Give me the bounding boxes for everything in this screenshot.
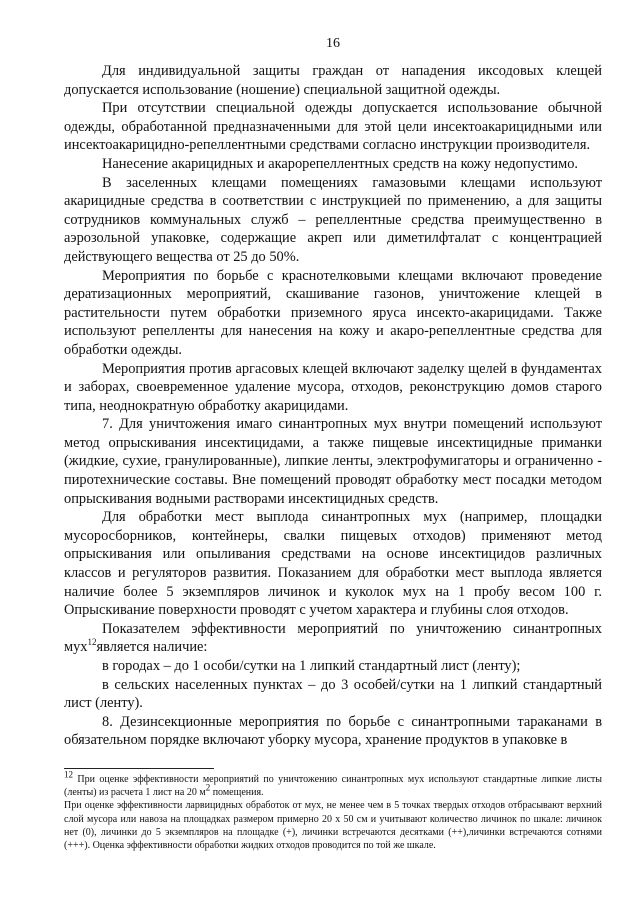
paragraph: 8. Дезинсекционные мероприятия по борьбе с синантропными тараканами в обязательном порядке включают уборку мусора, хранение продуктов в упаковке в [64,713,602,749]
paragraph: Мероприятия против аргасовых клещей включают заделку щелей в фундаментах и заборах, своевременное удаление мусора, отходов, реконструкцию домов старого типа, неоднократную обработку акарицидами. [64,360,602,414]
paragraph: Для обработки мест выплода синантропных мух (например, площадки мусоросборников, контейнеры, свалки пищевых отходов) применяют метод опрыскивания или опыливания средствами на основе инсектицидов различных классов и регуляторов развития. Показанием для обработки мест выплода является наличие более 5 экземпляров личинок и куколок мух на 1 пробу весом 100 г. Опрыскивание поверхности проводят с учетом характера и глубины слоя отходов. [64,509,602,619]
body-text [64,62,602,750]
footnote-divider [64,768,214,769]
indicator-paragraph [64,620,602,657]
paragraph: Для индивидуальной защиты граждан от нападения иксодовых клещей допускается использование (ношение) специальной защитной одежды. [64,63,602,98]
indicator-lead-end: является наличие: [96,639,208,656]
footnote-12: $^{12}$ При оценке эффективности мероприятий по уничтожению синантропных мух используют стандартные липкие листы (ленты) из расчета 1 лист на 20 $м^2$ помещения. [64,769,603,799]
paragraph: 7. Для уничтожения имаго синантропных мух внутри помещений используют метод опрыскивания инсектицидами, а также пищевые инсектицидные приманки (жидкие, сухие, гранулированные), липкие ленты, электрофумигаторы и ограниченно - пиротехнические составы. Вне помещений проводят обработку мест посадки методом опрыскивания водными растворами инсектицидных средств. [64,416,602,507]
footnote-reference: 12 [87,637,97,648]
paragraph: При отсутствии специальной одежды допускается использование обычной одежды, обработанной предназначенными для этой цели инсектоакарицидными или инсектоакарицидно-репеллентными средствами согласно инструкции производителя. [64,100,602,154]
indicator-item-rural: в сельских населенных пунктах – до 3 особей/сутки на 1 липкий стандартный лист (ленту). [64,676,602,712]
footnotes [64,769,603,852]
footnote-larvicide: При оценке эффективности ларвицидных обработок от мух, не менее чем в 5 точках твердых отходов отбрасывают верхний слой мусора или навоза на площадках размером примерно 20 х 50 см и учитывают количество личинок по шкале: личинок нет (0), личинки до 5 экземпляров на площадке (+), личинки встречаются десятками (++),личинки встречаются сотнями (+++). Оценка эффективности обработки жидких отходов проводится по той же шкале. [64,800,602,851]
indicator-item-city: в городах – до 1 особи/сутки на 1 липкий стандартный лист (ленту); [102,658,521,674]
footnote-marker: 12 [64,769,73,780]
paragraph: Нанесение акарицидных и акарорепеллентных средств на кожу недопустимо. [102,155,578,172]
indicator-lead: Показателем эффективности мероприятий по уничтожению синантропных мух [64,620,602,656]
page-number: 16 [326,36,340,51]
superscript-two: 2 [205,782,211,793]
paragraph: В заселенных клещами помещениях гамазовыми клещами используют акарицидные средства в соответствии с инструкцией по применению, а для защиты сотрудников коммунальных служб – репеллентные средства преимущественно в аэрозольной упаковке, содержащие акреп или диметилфталат с концентрацией действующего вещества от 25 до 50%. [64,174,602,265]
paragraph: Мероприятия по борьбе с краснотелковыми клещами включают проведение дератизационных мероприятий, скашивание газонов, уничтожение клещей в растительности путем обработки приземного яруса инсекто-акарицидами. Также используют репелленты для нанесения на кожу и акаро-репеллентные средства для обработки одежды. [64,267,602,358]
